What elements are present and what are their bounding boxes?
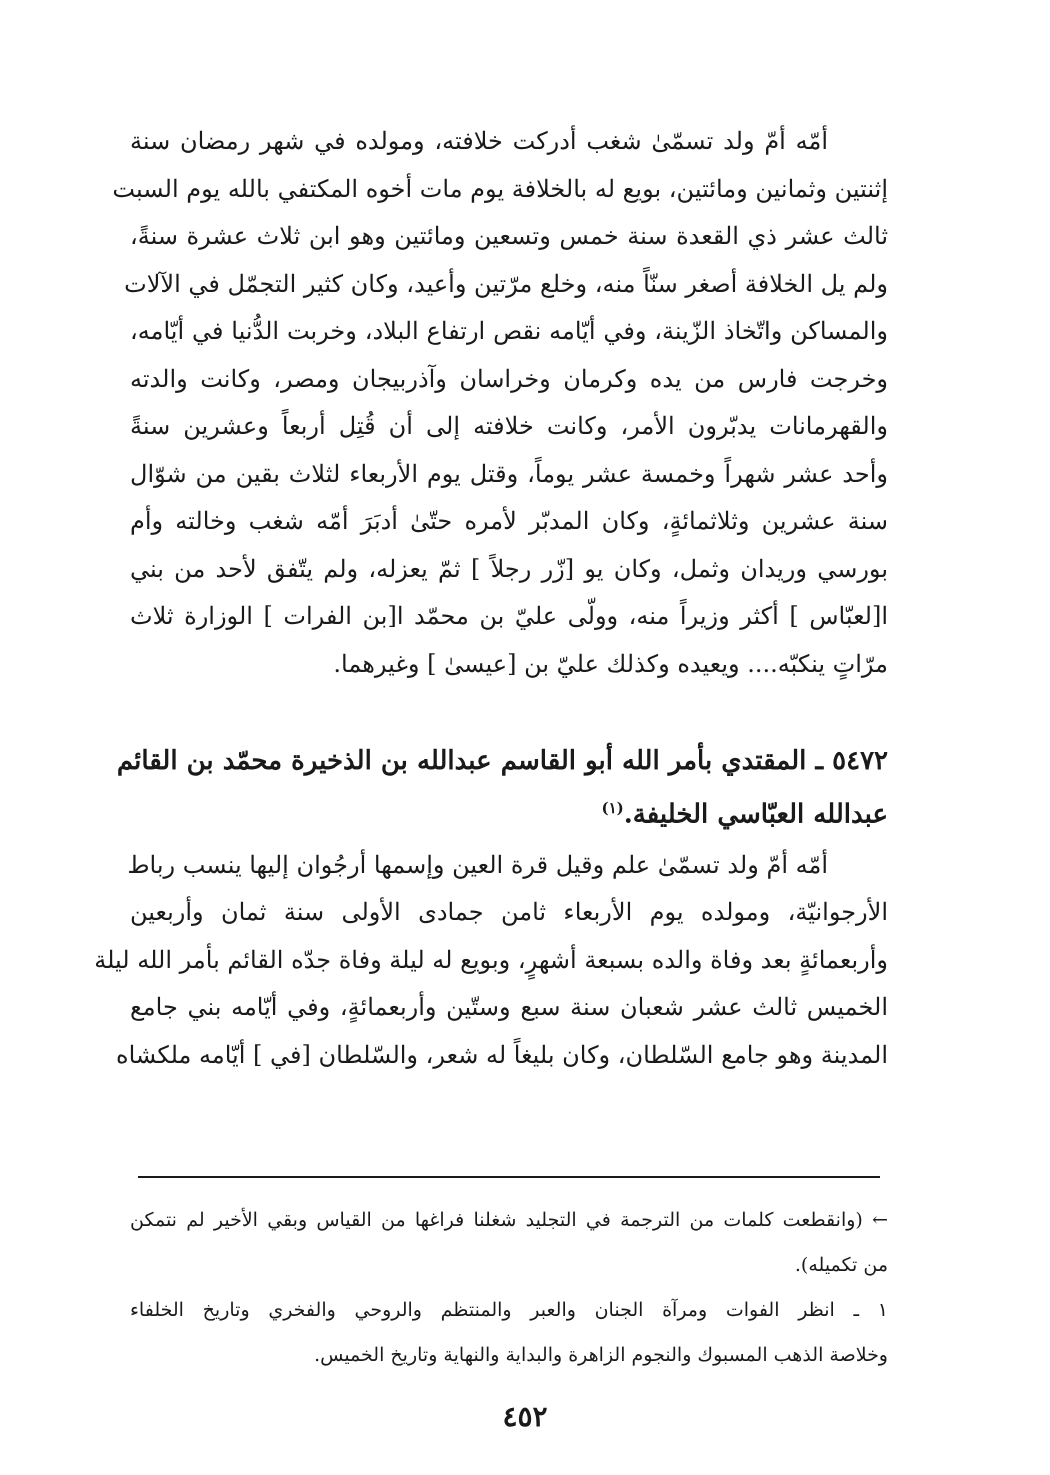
text-line: أمّه أمّ ولد تسمّىٰ علم وقيل قرة العين وإسمها أرجُوان إليها ينسب رباط	[127, 850, 828, 879]
entry-heading	[116, 738, 888, 839]
text-line: ثالث عشر ذي القعدة سنة خمس وتسعين ومائتين وهو ابن ثلاث عشرة سنةً،	[130, 222, 888, 250]
paragraph-2	[94, 842, 888, 1080]
text-line: ولم يل الخلافة أصغر سنّاً منه، وخلع مرّتين وأعيد، وكان كثير التجمّل في الآلات	[124, 269, 888, 298]
footnote-line: وخلاصة الذهب المسبوك والنجوم الزاهرة والبداية والنهاية وتاريخ الخميس.	[314, 1344, 888, 1366]
footnote-line: من تكميله).	[794, 1254, 888, 1276]
page-number: ٤٥٢	[502, 1400, 548, 1433]
footnote-divider	[138, 1176, 880, 1178]
footnote-line: ← (وانقطعت كلمات من الترجمة في التجليد شغلنا فراغها من القياس وبقي الأخير لم نتمكن	[130, 1209, 888, 1231]
text-line: والمساكن واتّخاذ الزّينة، وفي أيّامه نقص ارتفاع البلاد، وخربت الدُّنيا في أيّامه،	[130, 317, 888, 345]
text-line: والقهرمانات يدبّرون الأمر، وكانت خلافته إلى أن قُتِل أربعاً وعشرين سنةً	[130, 412, 888, 440]
text-line: وأحد عشر شهراً وخمسة عشر يوماً، وقتل يوم الأربعاء لثلاث بقين من شوّال	[130, 459, 888, 488]
text-line: المدينة وهو جامع السّلطان، وكان بليغاً له شعر، والسّلطان [في ] أيّامه ملكشاه	[116, 1040, 888, 1069]
text-line: إثنتين وثمانين ومائتين، بويع له بالخلافة يوم مات أخوه المكتفي بالله يوم السبت	[112, 174, 888, 203]
entry-heading-text: عبدالله العبّاسي الخليفة.	[623, 799, 888, 830]
text-line: مرّاتٍ ينكبّه.... ويعيده وكذلك عليّ بن [عيسىٰ ] وغيرهما.	[333, 649, 888, 678]
entry-heading-line	[130, 785, 888, 839]
text-line: أمّه أمّ ولد تسمّىٰ شغب أدركت خلافته، ومولده في شهر رمضان سنة	[130, 127, 828, 155]
main-text	[94, 118, 889, 1079]
text-line: ا[لعبّاس ] أكثر وزيراً منه، وولّى عليّ بن محمّد ا[بن الفرات ] الوزارة ثلاث	[130, 602, 888, 630]
text-line: وخرجت فارس من يده وكرمان وخراسان وآذربيجان ومصر، وكانت والدته	[130, 364, 889, 393]
text-line: بورسي وريدان وثمل، وكان يو [زّر رجلاً ] ثمّ يعزله، ولم يتّفق لأحد من بني	[130, 554, 888, 583]
footnote-line: ١ ـ انظر الفوات ومرآة الجنان والعبر والمنتظم والروحي والفخري وتاريخ الخلفاء	[130, 1299, 888, 1321]
text-line: الخميس ثالث عشر شعبان سنة سبع وستّين وأربعمائةٍ، وفي أيّامه بني جامع	[130, 993, 888, 1022]
footnote-ref[interactable]: (١)	[601, 799, 624, 817]
text-line: الأرجوانيّة، ومولده يوم الأربعاء ثامن جمادى الأولى سنة ثمان وأربعين	[130, 898, 888, 927]
entry-heading-line: ٥٤٧٢ ـ المقتدي بأمر الله أبو القاسم عبدالله بن الذخيرة محمّد بن القائم	[116, 746, 888, 776]
paragraph-1	[112, 118, 889, 688]
footnotes	[130, 1198, 888, 1378]
text-line: وأربعمائةٍ بعد وفاة والده بسبعة أشهرٍ، وبويع له ليلة وفاة جدّه القائم بأمر الله ليلة	[94, 945, 888, 974]
text-line: سنة عشرين وثلاثمائةٍ، وكان المدبّر لأمره حتّىٰ أدبَرَ أمّه شغب وخالته وأم	[130, 507, 888, 535]
